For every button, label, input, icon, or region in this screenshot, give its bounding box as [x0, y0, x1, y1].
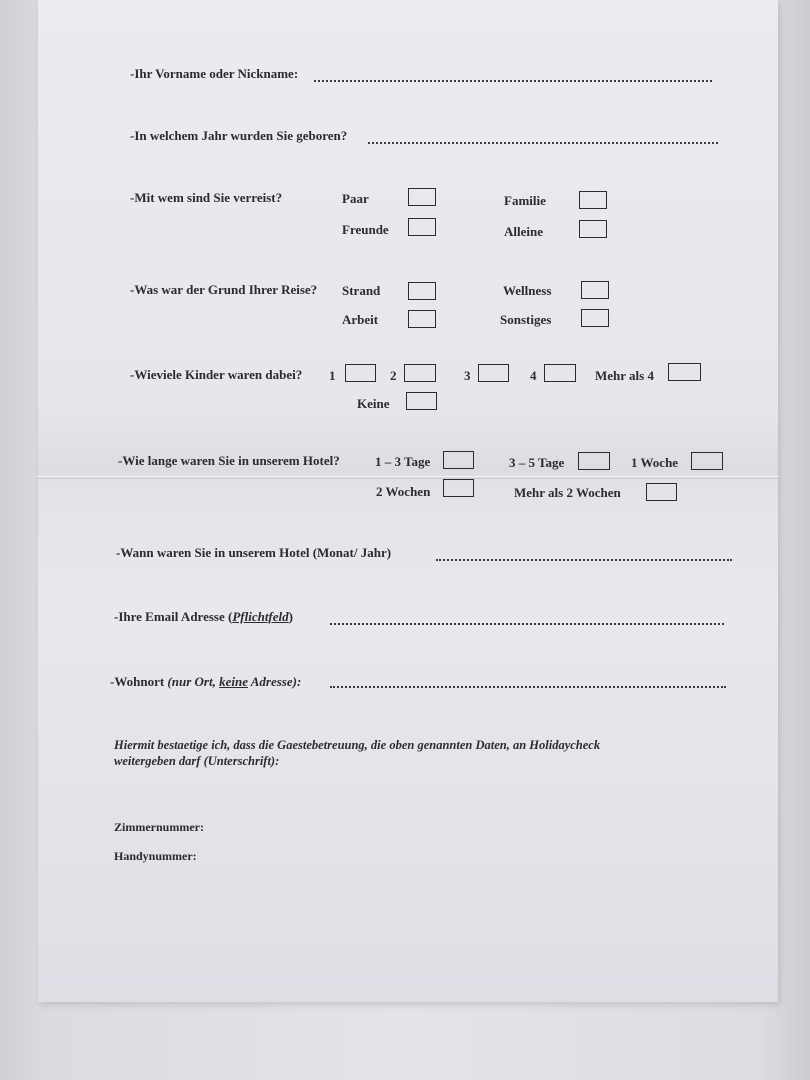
- checkbox-children-more[interactable]: [668, 363, 701, 381]
- option-label-wellness: Wellness: [503, 283, 552, 298]
- option-label-alleine: Alleine: [504, 224, 543, 239]
- children-question: -Wieviele Kinder waren dabei?: [130, 367, 303, 382]
- name-field[interactable]: [314, 80, 712, 82]
- paper-sheet: [38, 0, 778, 1002]
- option-label-children-4: 4: [530, 368, 537, 383]
- option-label-children-3: 3: [464, 368, 471, 383]
- option-label-children-more: Mehr als 4: [595, 368, 654, 383]
- option-label-1-woche: 1 Woche: [631, 455, 679, 470]
- option-label-mehr-als-2-wochen: Mehr als 2 Wochen: [514, 485, 621, 500]
- birth-year-field[interactable]: [368, 142, 718, 144]
- checkbox-sonstiges[interactable]: [581, 309, 609, 327]
- stay-date-question: -Wann waren Sie in unserem Hotel (Monat/ Jahr): [116, 545, 392, 560]
- email-question: [114, 609, 293, 625]
- consent-text-line1: Hiermit bestaetige ich, dass die Gaestebetreuung, die oben genannten Daten, an Holidaycheck: [114, 738, 601, 752]
- stay-date-field[interactable]: [436, 559, 732, 561]
- option-label-strand: Strand: [342, 283, 381, 298]
- checkbox-mehr-als-2-wochen[interactable]: [646, 483, 677, 501]
- checkbox-children-1[interactable]: [345, 364, 376, 382]
- checkbox-children-none[interactable]: [406, 392, 437, 410]
- residence-hint: (nur Ort,: [167, 674, 220, 689]
- checkbox-wellness[interactable]: [581, 281, 609, 299]
- checkbox-1-3-tage[interactable]: [443, 451, 474, 469]
- checkbox-arbeit[interactable]: [408, 310, 436, 328]
- birth-year-question: -In welchem Jahr wurden Sie geboren?: [130, 128, 348, 143]
- option-label-paar: Paar: [342, 191, 369, 206]
- email-label: -Ihre Email Adresse (: [114, 609, 233, 624]
- option-label-2-wochen: 2 Wochen: [376, 484, 431, 499]
- option-label-familie: Familie: [504, 193, 546, 208]
- option-label-children-none: Keine: [357, 396, 390, 411]
- option-label-freunde: Freunde: [342, 222, 389, 237]
- checkbox-familie[interactable]: [579, 191, 607, 209]
- checkbox-paar[interactable]: [408, 188, 436, 206]
- option-label-1-3-tage: 1 – 3 Tage: [375, 454, 431, 469]
- option-label-3-5-tage: 3 – 5 Tage: [509, 455, 565, 470]
- checkbox-3-5-tage[interactable]: [578, 452, 610, 470]
- option-label-children-2: 2: [390, 368, 397, 383]
- checkbox-children-2[interactable]: [404, 364, 436, 382]
- reason-question: -Was war der Grund Ihrer Reise?: [130, 282, 318, 297]
- residence-hint-keine: keine: [219, 674, 248, 689]
- phone-number-label: Handynummer:: [114, 849, 197, 863]
- paper-fold: [38, 476, 778, 479]
- residence-question: [110, 674, 301, 690]
- option-label-sonstiges: Sonstiges: [500, 312, 552, 327]
- checkbox-children-4[interactable]: [544, 364, 576, 382]
- email-field[interactable]: [330, 623, 724, 625]
- residence-label: -Wohnort: [110, 674, 168, 689]
- residence-hint-end: Adresse):: [247, 674, 302, 689]
- required-field-note: Pflichtfeld: [232, 609, 289, 624]
- email-label-suffix: ): [288, 609, 293, 624]
- consent-text-line2: weitergeben darf (Unterschrift):: [114, 754, 280, 768]
- checkbox-strand[interactable]: [408, 282, 436, 300]
- checkbox-alleine[interactable]: [579, 220, 607, 238]
- checkbox-2-wochen[interactable]: [443, 479, 474, 497]
- checkbox-1-woche[interactable]: [691, 452, 723, 470]
- option-label-children-1: 1: [329, 368, 336, 383]
- duration-question: -Wie lange waren Sie in unserem Hotel?: [118, 453, 340, 468]
- checkbox-freunde[interactable]: [408, 218, 436, 236]
- companion-question: -Mit wem sind Sie verreist?: [130, 190, 283, 205]
- name-question: -Ihr Vorname oder Nickname:: [130, 66, 299, 81]
- checkbox-children-3[interactable]: [478, 364, 509, 382]
- option-label-arbeit: Arbeit: [342, 312, 379, 327]
- room-number-label: Zimmernummer:: [114, 820, 204, 834]
- residence-field[interactable]: [330, 686, 726, 688]
